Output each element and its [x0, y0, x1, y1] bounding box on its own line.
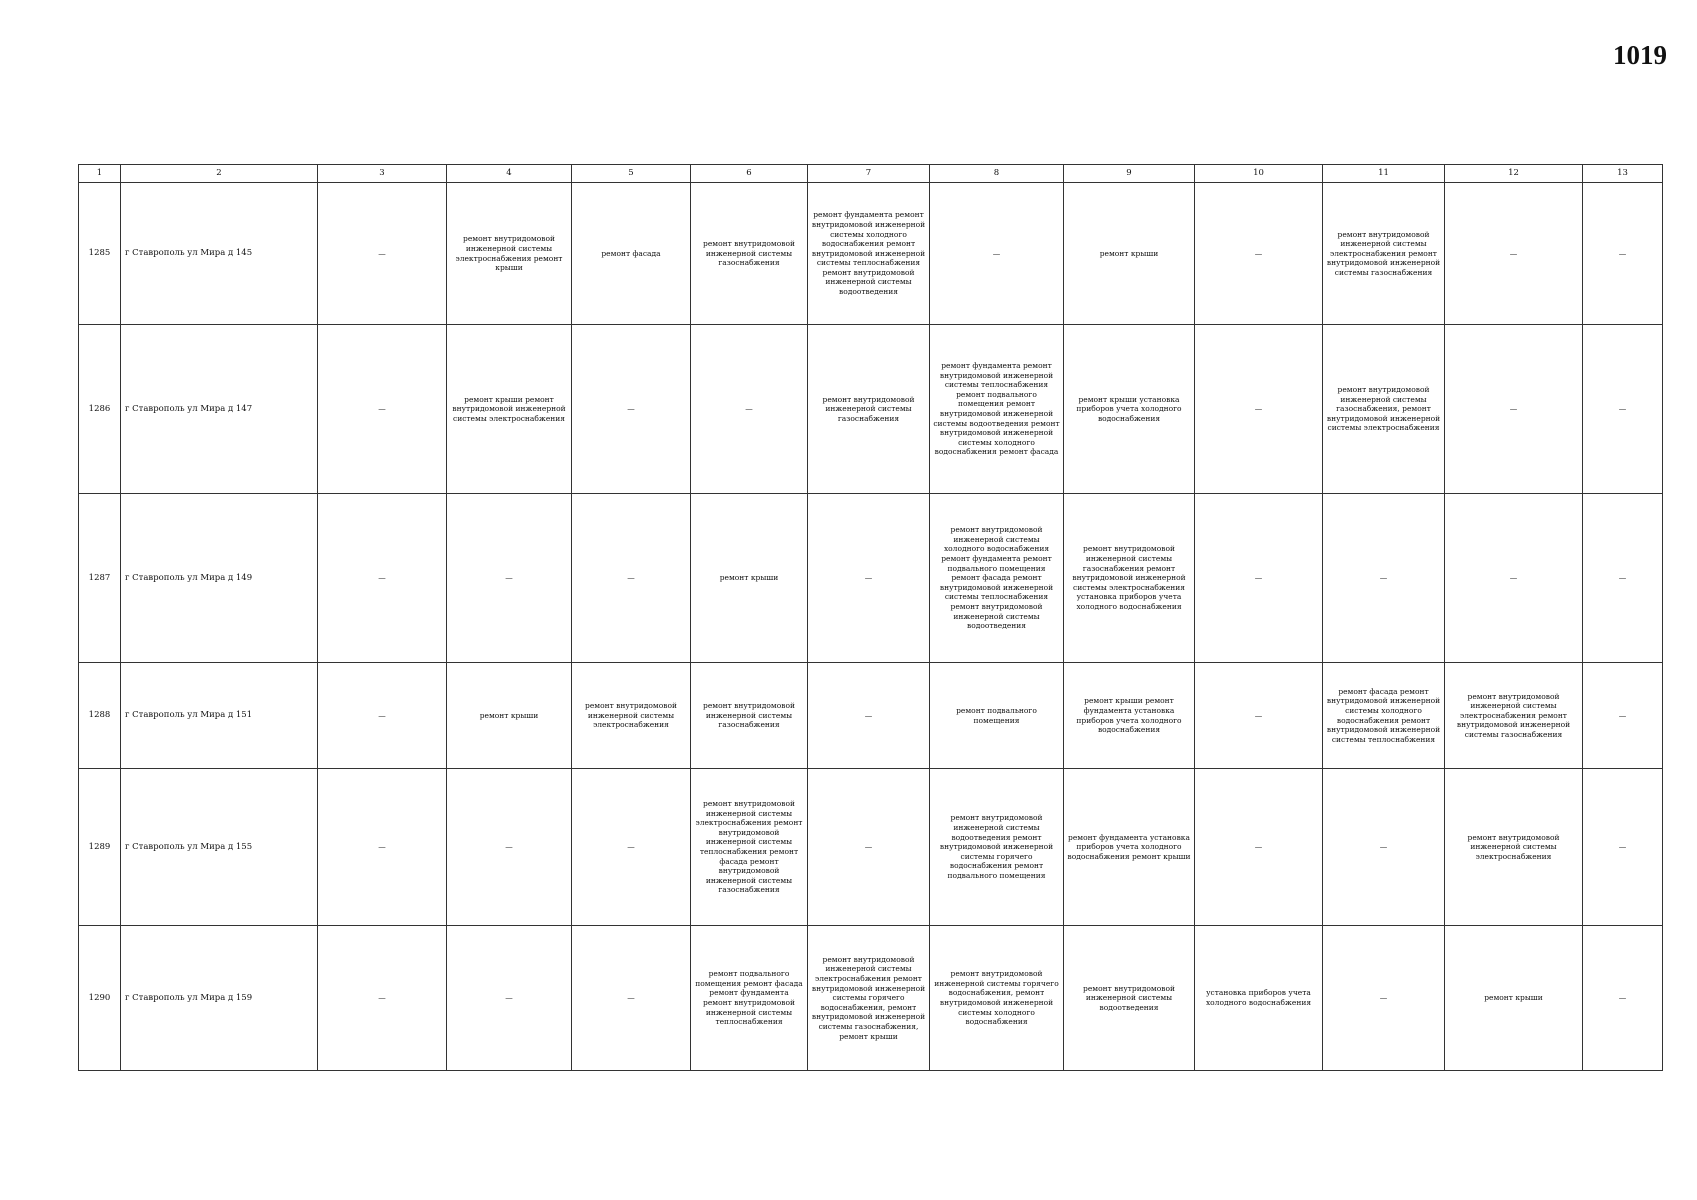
- table-cell: ремонт подвального помещения ремонт фасада ремонт фундамента ремонт внутридомовой инженерной системы теплоснабжения: [691, 926, 808, 1071]
- table-row: [79, 926, 1663, 1071]
- row-number: 1286: [79, 325, 121, 494]
- table-cell: ремонт внутридомовой инженерной системы электроснабжения: [1445, 769, 1583, 926]
- table-row: [79, 663, 1663, 769]
- row-number: 1288: [79, 663, 121, 769]
- column-header: 13: [1583, 165, 1663, 183]
- table-cell: —: [1583, 494, 1663, 663]
- table-cell: ремонт внутридомовой инженерной системы электроснабжения: [572, 663, 691, 769]
- table-cell: —: [447, 494, 572, 663]
- table-cell: —: [1195, 325, 1323, 494]
- table-cell: —: [1445, 494, 1583, 663]
- column-header: 12: [1445, 165, 1583, 183]
- table-cell: —: [1323, 494, 1445, 663]
- table-cell: —: [1583, 325, 1663, 494]
- table-cell: —: [1195, 183, 1323, 325]
- table-cell: ремонт внутридомовой инженерной системы газоснабжения: [691, 183, 808, 325]
- table-cell: —: [1195, 769, 1323, 926]
- repair-plan-table: [78, 164, 1663, 1071]
- table-cell: ремонт фасада ремонт внутридомовой инженерной системы холодного водоснабжения ремонт внутридомовой инженерной системы теплоснабжения: [1323, 663, 1445, 769]
- column-header: 1: [79, 165, 121, 183]
- table-cell: —: [318, 325, 447, 494]
- address-cell: г Ставрополь ул Мира д 149: [121, 494, 318, 663]
- table-cell: ремонт внутридомовой инженерной системы газоснабжения: [691, 663, 808, 769]
- column-header: 8: [930, 165, 1064, 183]
- column-header: 2: [121, 165, 318, 183]
- table-cell: —: [572, 769, 691, 926]
- table-cell: ремонт внутридомовой инженерной системы водоотведения: [1064, 926, 1195, 1071]
- column-header: 9: [1064, 165, 1195, 183]
- table-cell: —: [930, 183, 1064, 325]
- table-cell: —: [1323, 769, 1445, 926]
- table-cell: ремонт внутридомовой инженерной системы газоснабжения: [808, 325, 930, 494]
- table-cell: —: [1445, 325, 1583, 494]
- table-cell: ремонт крыши ремонт фундамента установка приборов учета холодного водоснабжения: [1064, 663, 1195, 769]
- column-header: 11: [1323, 165, 1445, 183]
- address-cell: г Ставрополь ул Мира д 145: [121, 183, 318, 325]
- row-number: 1285: [79, 183, 121, 325]
- table-cell: ремонт внутридомовой инженерной системы электроснабжения ремонт крыши: [447, 183, 572, 325]
- table-cell: ремонт подвального помещения: [930, 663, 1064, 769]
- header-row: [79, 165, 1663, 183]
- table-cell: ремонт внутридомовой инженерной системы холодного водоснабжения ремонт фундамента ремонт подвального помещения ремонт фасада ремонт внутридомовой инженерной системы теплоснабжения ремонт внутридомовой инженерной системы водоотведения: [930, 494, 1064, 663]
- address-cell: г Ставрополь ул Мира д 151: [121, 663, 318, 769]
- page-number: 1019: [1613, 40, 1667, 70]
- table-cell: —: [572, 325, 691, 494]
- table-row: [79, 325, 1663, 494]
- column-header: 3: [318, 165, 447, 183]
- table-cell: ремонт внутридомовой инженерной системы электроснабжения ремонт внутридомовой инженерной системы газоснабжения: [1445, 663, 1583, 769]
- table-cell: ремонт крыши: [447, 663, 572, 769]
- table-cell: —: [318, 494, 447, 663]
- column-header: 10: [1195, 165, 1323, 183]
- table-cell: —: [318, 663, 447, 769]
- table-cell: ремонт фундамента установка приборов учета холодного водоснабжения ремонт крыши: [1064, 769, 1195, 926]
- column-header: 5: [572, 165, 691, 183]
- table-cell: —: [318, 769, 447, 926]
- table-cell: ремонт крыши установка приборов учета холодного водоснабжения: [1064, 325, 1195, 494]
- table-cell: —: [1323, 926, 1445, 1071]
- address-cell: г Ставрополь ул Мира д 147: [121, 325, 318, 494]
- table-cell: —: [572, 494, 691, 663]
- table-cell: ремонт крыши ремонт внутридомовой инженерной системы электроснабжения: [447, 325, 572, 494]
- table-cell: —: [1583, 769, 1663, 926]
- table-cell: —: [318, 926, 447, 1071]
- address-cell: г Ставрополь ул Мира д 159: [121, 926, 318, 1071]
- table-cell: ремонт крыши: [1445, 926, 1583, 1071]
- table-cell: ремонт внутридомовой инженерной системы горячего водоснабжения, ремонт внутридомовой инженерной системы холодного водоснабжения: [930, 926, 1064, 1071]
- table-cell: —: [1445, 183, 1583, 325]
- table-cell: —: [1583, 663, 1663, 769]
- table-cell: —: [808, 494, 930, 663]
- table-row: [79, 769, 1663, 926]
- table-cell: —: [1583, 926, 1663, 1071]
- row-number: 1289: [79, 769, 121, 926]
- table-cell: ремонт внутридомовой инженерной системы водоотведения ремонт внутридомовой инженерной системы горячего водоснабжения ремонт подвального помещения: [930, 769, 1064, 926]
- table-cell: ремонт фундамента ремонт внутридомовой инженерной системы теплоснабжения ремонт подвального помещения ремонт внутридомовой инженерной системы водоотведения ремонт внутридомовой инженерной системы холодного водоснабжения ремонт фасада: [930, 325, 1064, 494]
- table-cell: ремонт крыши: [1064, 183, 1195, 325]
- table-cell: —: [1195, 663, 1323, 769]
- table-cell: —: [1583, 183, 1663, 325]
- row-number: 1290: [79, 926, 121, 1071]
- address-cell: г Ставрополь ул Мира д 155: [121, 769, 318, 926]
- table-cell: —: [1195, 494, 1323, 663]
- table-cell: —: [447, 926, 572, 1071]
- table-row: [79, 494, 1663, 663]
- table-cell: ремонт внутридомовой инженерной системы электроснабжения ремонт внутридомовой инженерной системы горячего водоснабжения, ремонт внутридомовой инженерной системы газоснабжения, ремонт крыши: [808, 926, 930, 1071]
- column-header: 6: [691, 165, 808, 183]
- column-header: 4: [447, 165, 572, 183]
- table-cell: —: [808, 663, 930, 769]
- table-cell: ремонт внутридомовой инженерной системы электроснабжения ремонт внутридомовой инженерной системы газоснабжения: [1323, 183, 1445, 325]
- table-cell: —: [808, 769, 930, 926]
- table-cell: ремонт фасада: [572, 183, 691, 325]
- table-cell: ремонт внутридомовой инженерной системы электроснабжения ремонт внутридомовой инженерной системы теплоснабжения ремонт фасада ремонт внутридомовой инженерной системы газоснабжения: [691, 769, 808, 926]
- table-cell: —: [691, 325, 808, 494]
- table-cell: ремонт фундамента ремонт внутридомовой инженерной системы холодного водоснабжения ремонт внутридомовой инженерной системы теплоснабжения ремонт внутридомовой инженерной системы водоотведения: [808, 183, 930, 325]
- table-cell: установка приборов учета холодного водоснабжения: [1195, 926, 1323, 1071]
- row-number: 1287: [79, 494, 121, 663]
- table-row: [79, 183, 1663, 325]
- table-cell: ремонт внутридомовой инженерной системы газоснабжения ремонт внутридомовой инженерной системы электроснабжения установка приборов учета холодного водоснабжения: [1064, 494, 1195, 663]
- column-header: 7: [808, 165, 930, 183]
- table-cell: ремонт крыши: [691, 494, 808, 663]
- table-cell: —: [447, 769, 572, 926]
- table-cell: ремонт внутридомовой инженерной системы газоснабжения, ремонт внутридомовой инженерной системы электроснабжения: [1323, 325, 1445, 494]
- table-cell: —: [572, 926, 691, 1071]
- table-cell: —: [318, 183, 447, 325]
